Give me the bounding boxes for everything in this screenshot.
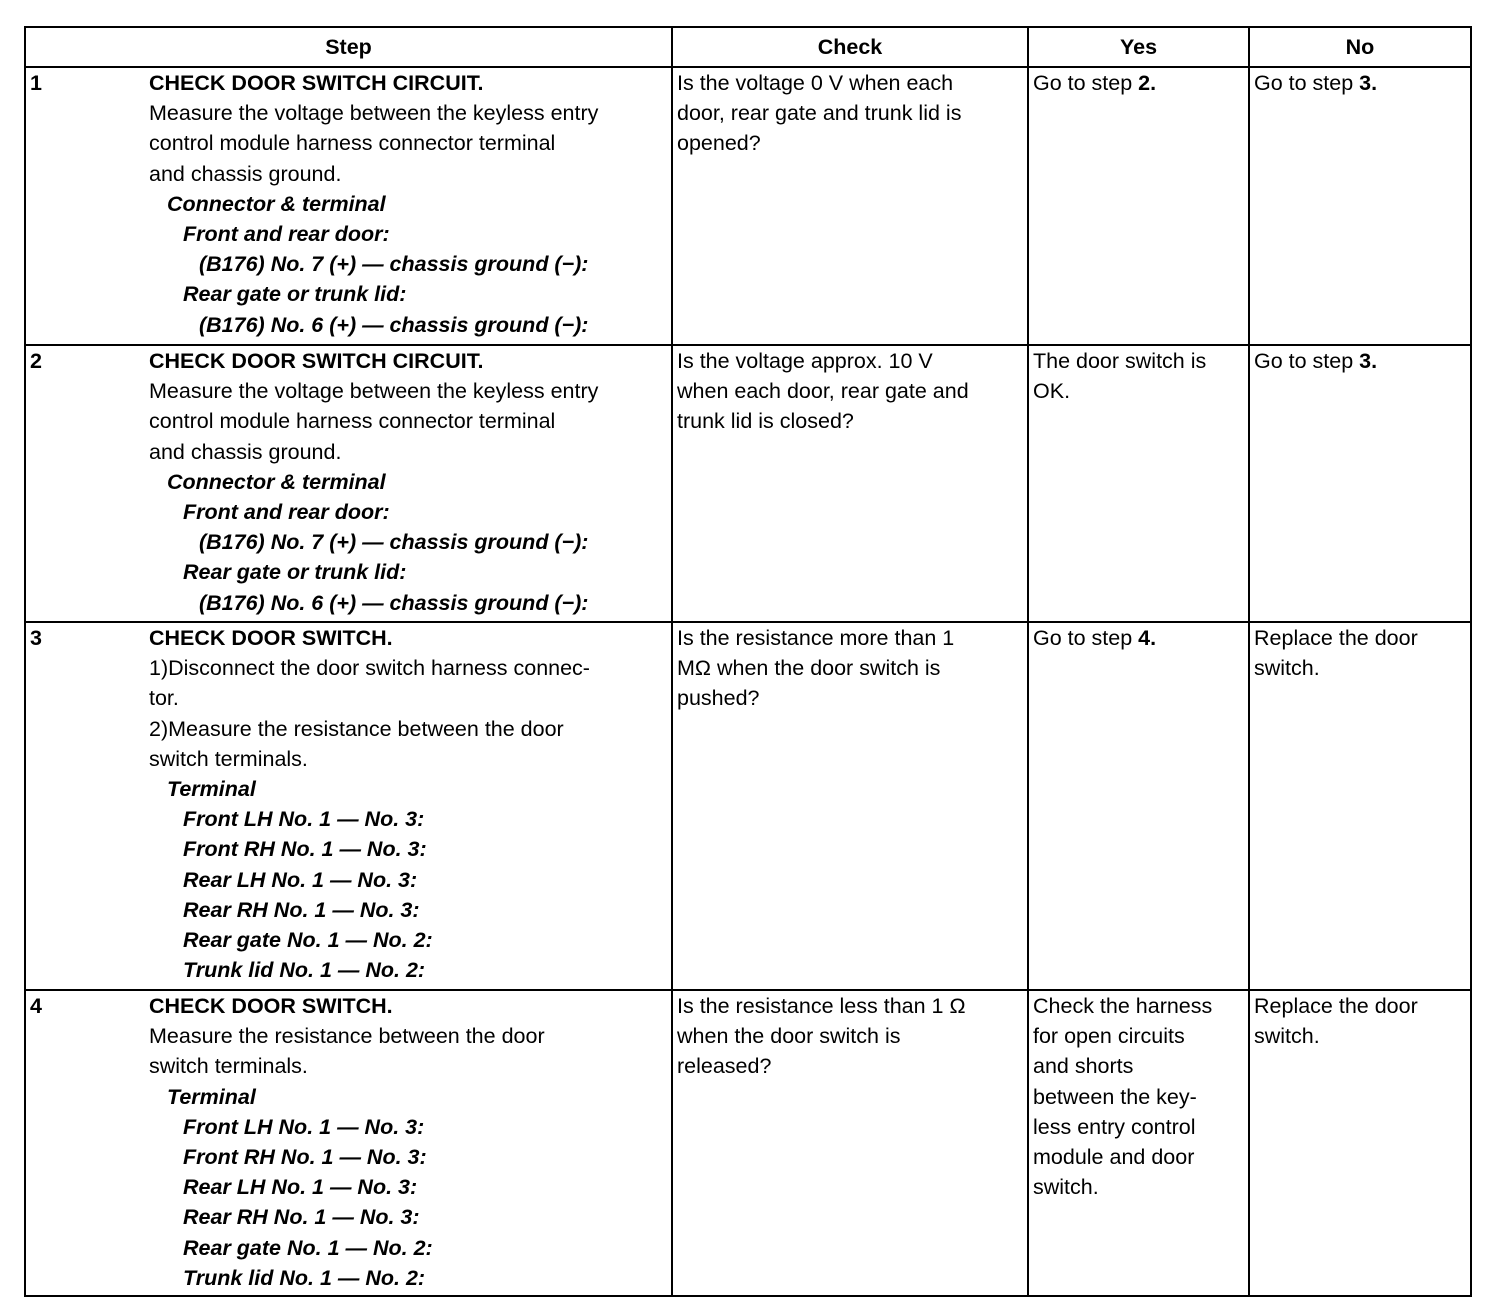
step-line: Measure the voltage between the keyless entry (149, 101, 599, 126)
header-check: Check (672, 27, 1028, 67)
step-line: tor. (149, 686, 179, 711)
check-line: Is the resistance less than 1 Ω (677, 994, 966, 1018)
no-line: switch. (1254, 1024, 1320, 1049)
spec-subheading: Front and rear door: (183, 222, 390, 247)
step-body (149, 623, 667, 985)
no-cell (1249, 622, 1471, 990)
header-no: No (1249, 27, 1471, 67)
step-body (149, 68, 667, 340)
step-line: 2)Measure the resistance between the door (149, 716, 564, 741)
check-line: opened? (677, 131, 761, 156)
spec-value: Trunk lid No. 1 — No. 2: (183, 1265, 426, 1290)
check-line: when the door switch is (677, 1024, 901, 1049)
step-title: CHECK DOOR SWITCH CIRCUIT. (149, 349, 484, 373)
spec-value: Rear LH No. 1 — No. 3: (183, 1175, 418, 1200)
yes-line: switch. (1033, 1175, 1099, 1200)
check-line: MΩ when the door switch is (677, 656, 941, 681)
no-step-number: 3. (1359, 349, 1378, 373)
spec-heading: Connector & terminal (167, 191, 386, 216)
spec-value: Front LH No. 1 — No. 3: (183, 1114, 425, 1139)
no-text: Go to step (1254, 71, 1360, 95)
spec-heading: Terminal (167, 777, 256, 802)
check-line: trunk lid is closed? (677, 409, 854, 434)
spec-value: Front RH No. 1 — No. 3: (183, 837, 427, 862)
step-cell (25, 990, 672, 1296)
step-cell (25, 67, 672, 345)
spec-value: (B176) No. 7 (+) — chassis ground (−): (199, 530, 589, 555)
table-row (25, 990, 1471, 1296)
no-line: Replace the door (1254, 994, 1418, 1018)
step-title: CHECK DOOR SWITCH CIRCUIT. (149, 71, 484, 95)
check-line: door, rear gate and trunk lid is (677, 101, 962, 126)
spec-heading: Connector & terminal (167, 469, 386, 494)
check-cell (672, 990, 1028, 1296)
spec-subheading: Rear gate or trunk lid: (183, 560, 407, 585)
table-row (25, 622, 1471, 990)
step-body (149, 991, 667, 1293)
spec-value: (B176) No. 6 (+) — chassis ground (−): (199, 590, 589, 615)
check-line: pushed? (677, 686, 760, 711)
yes-cell (1028, 345, 1249, 622)
step-line: control module harness connector terminal (149, 131, 556, 156)
no-cell (1249, 67, 1471, 345)
step-cell (25, 622, 672, 990)
check-cell (672, 67, 1028, 345)
yes-line: for open circuits (1033, 1024, 1185, 1049)
yes-line: and shorts (1033, 1054, 1134, 1079)
step-line: switch terminals. (149, 1054, 308, 1079)
yes-step-number: 4. (1138, 626, 1157, 650)
spec-value: Rear gate No. 1 — No. 2: (183, 928, 433, 953)
step-line: Measure the resistance between the door (149, 1024, 545, 1049)
spec-value: Front LH No. 1 — No. 3: (183, 807, 425, 832)
yes-step-number: 2. (1138, 71, 1157, 95)
header-row (25, 27, 1471, 67)
yes-text: Go to step (1033, 71, 1139, 95)
spec-value: Front RH No. 1 — No. 3: (183, 1145, 427, 1170)
step-line: Measure the voltage between the keyless entry (149, 379, 599, 404)
step-number: 2 (30, 349, 42, 373)
yes-line: less entry control (1033, 1114, 1196, 1139)
spec-subheading: Rear gate or trunk lid: (183, 282, 407, 307)
step-body (149, 346, 667, 618)
step-line: control module harness connector terminal (149, 409, 556, 434)
yes-cell (1028, 67, 1249, 345)
table-row (25, 67, 1471, 345)
step-line: 1)Disconnect the door switch harness connec- (149, 656, 590, 681)
no-step-number: 3. (1359, 71, 1378, 95)
header-yes: Yes (1028, 27, 1249, 67)
step-cell (25, 345, 672, 622)
check-line: Is the voltage approx. 10 V (677, 349, 933, 373)
yes-line: Check the harness (1033, 994, 1213, 1018)
spec-value: (B176) No. 6 (+) — chassis ground (−): (199, 312, 589, 337)
step-title: CHECK DOOR SWITCH. (149, 994, 393, 1018)
yes-text: Go to step (1033, 626, 1139, 650)
no-cell (1249, 345, 1471, 622)
no-text: Go to step (1254, 349, 1360, 373)
yes-line: OK. (1033, 379, 1071, 404)
check-cell (672, 622, 1028, 990)
yes-line: module and door (1033, 1145, 1195, 1170)
yes-cell (1028, 990, 1249, 1296)
check-line: released? (677, 1054, 772, 1079)
no-cell (1249, 990, 1471, 1296)
spec-heading: Terminal (167, 1084, 256, 1109)
step-number: 3 (30, 626, 42, 650)
step-title: CHECK DOOR SWITCH. (149, 626, 393, 650)
step-number: 4 (30, 994, 42, 1018)
spec-value: Rear RH No. 1 — No. 3: (183, 897, 420, 922)
header-step: Step (25, 27, 672, 67)
table-row (25, 345, 1471, 622)
spec-value: Rear LH No. 1 — No. 3: (183, 867, 418, 892)
check-line: Is the voltage 0 V when each (677, 71, 954, 95)
diagnostic-table (24, 26, 1472, 1297)
step-number: 1 (30, 71, 42, 95)
step-line: switch terminals. (149, 746, 308, 771)
check-line: Is the resistance more than 1 (677, 626, 955, 650)
yes-line: between the key- (1033, 1084, 1197, 1109)
spec-value: Rear RH No. 1 — No. 3: (183, 1205, 420, 1230)
check-cell (672, 345, 1028, 622)
step-line: and chassis ground. (149, 161, 342, 186)
spec-value: Trunk lid No. 1 — No. 2: (183, 958, 426, 983)
check-line: when each door, rear gate and (677, 379, 969, 404)
no-line: switch. (1254, 656, 1320, 681)
yes-cell (1028, 622, 1249, 990)
diagnostic-table-container (24, 26, 1472, 1297)
spec-subheading: Front and rear door: (183, 500, 390, 525)
spec-value: (B176) No. 7 (+) — chassis ground (−): (199, 252, 589, 277)
step-line: and chassis ground. (149, 439, 342, 464)
yes-line: The door switch is (1033, 349, 1207, 373)
no-line: Replace the door (1254, 626, 1418, 650)
spec-value: Rear gate No. 1 — No. 2: (183, 1235, 433, 1260)
